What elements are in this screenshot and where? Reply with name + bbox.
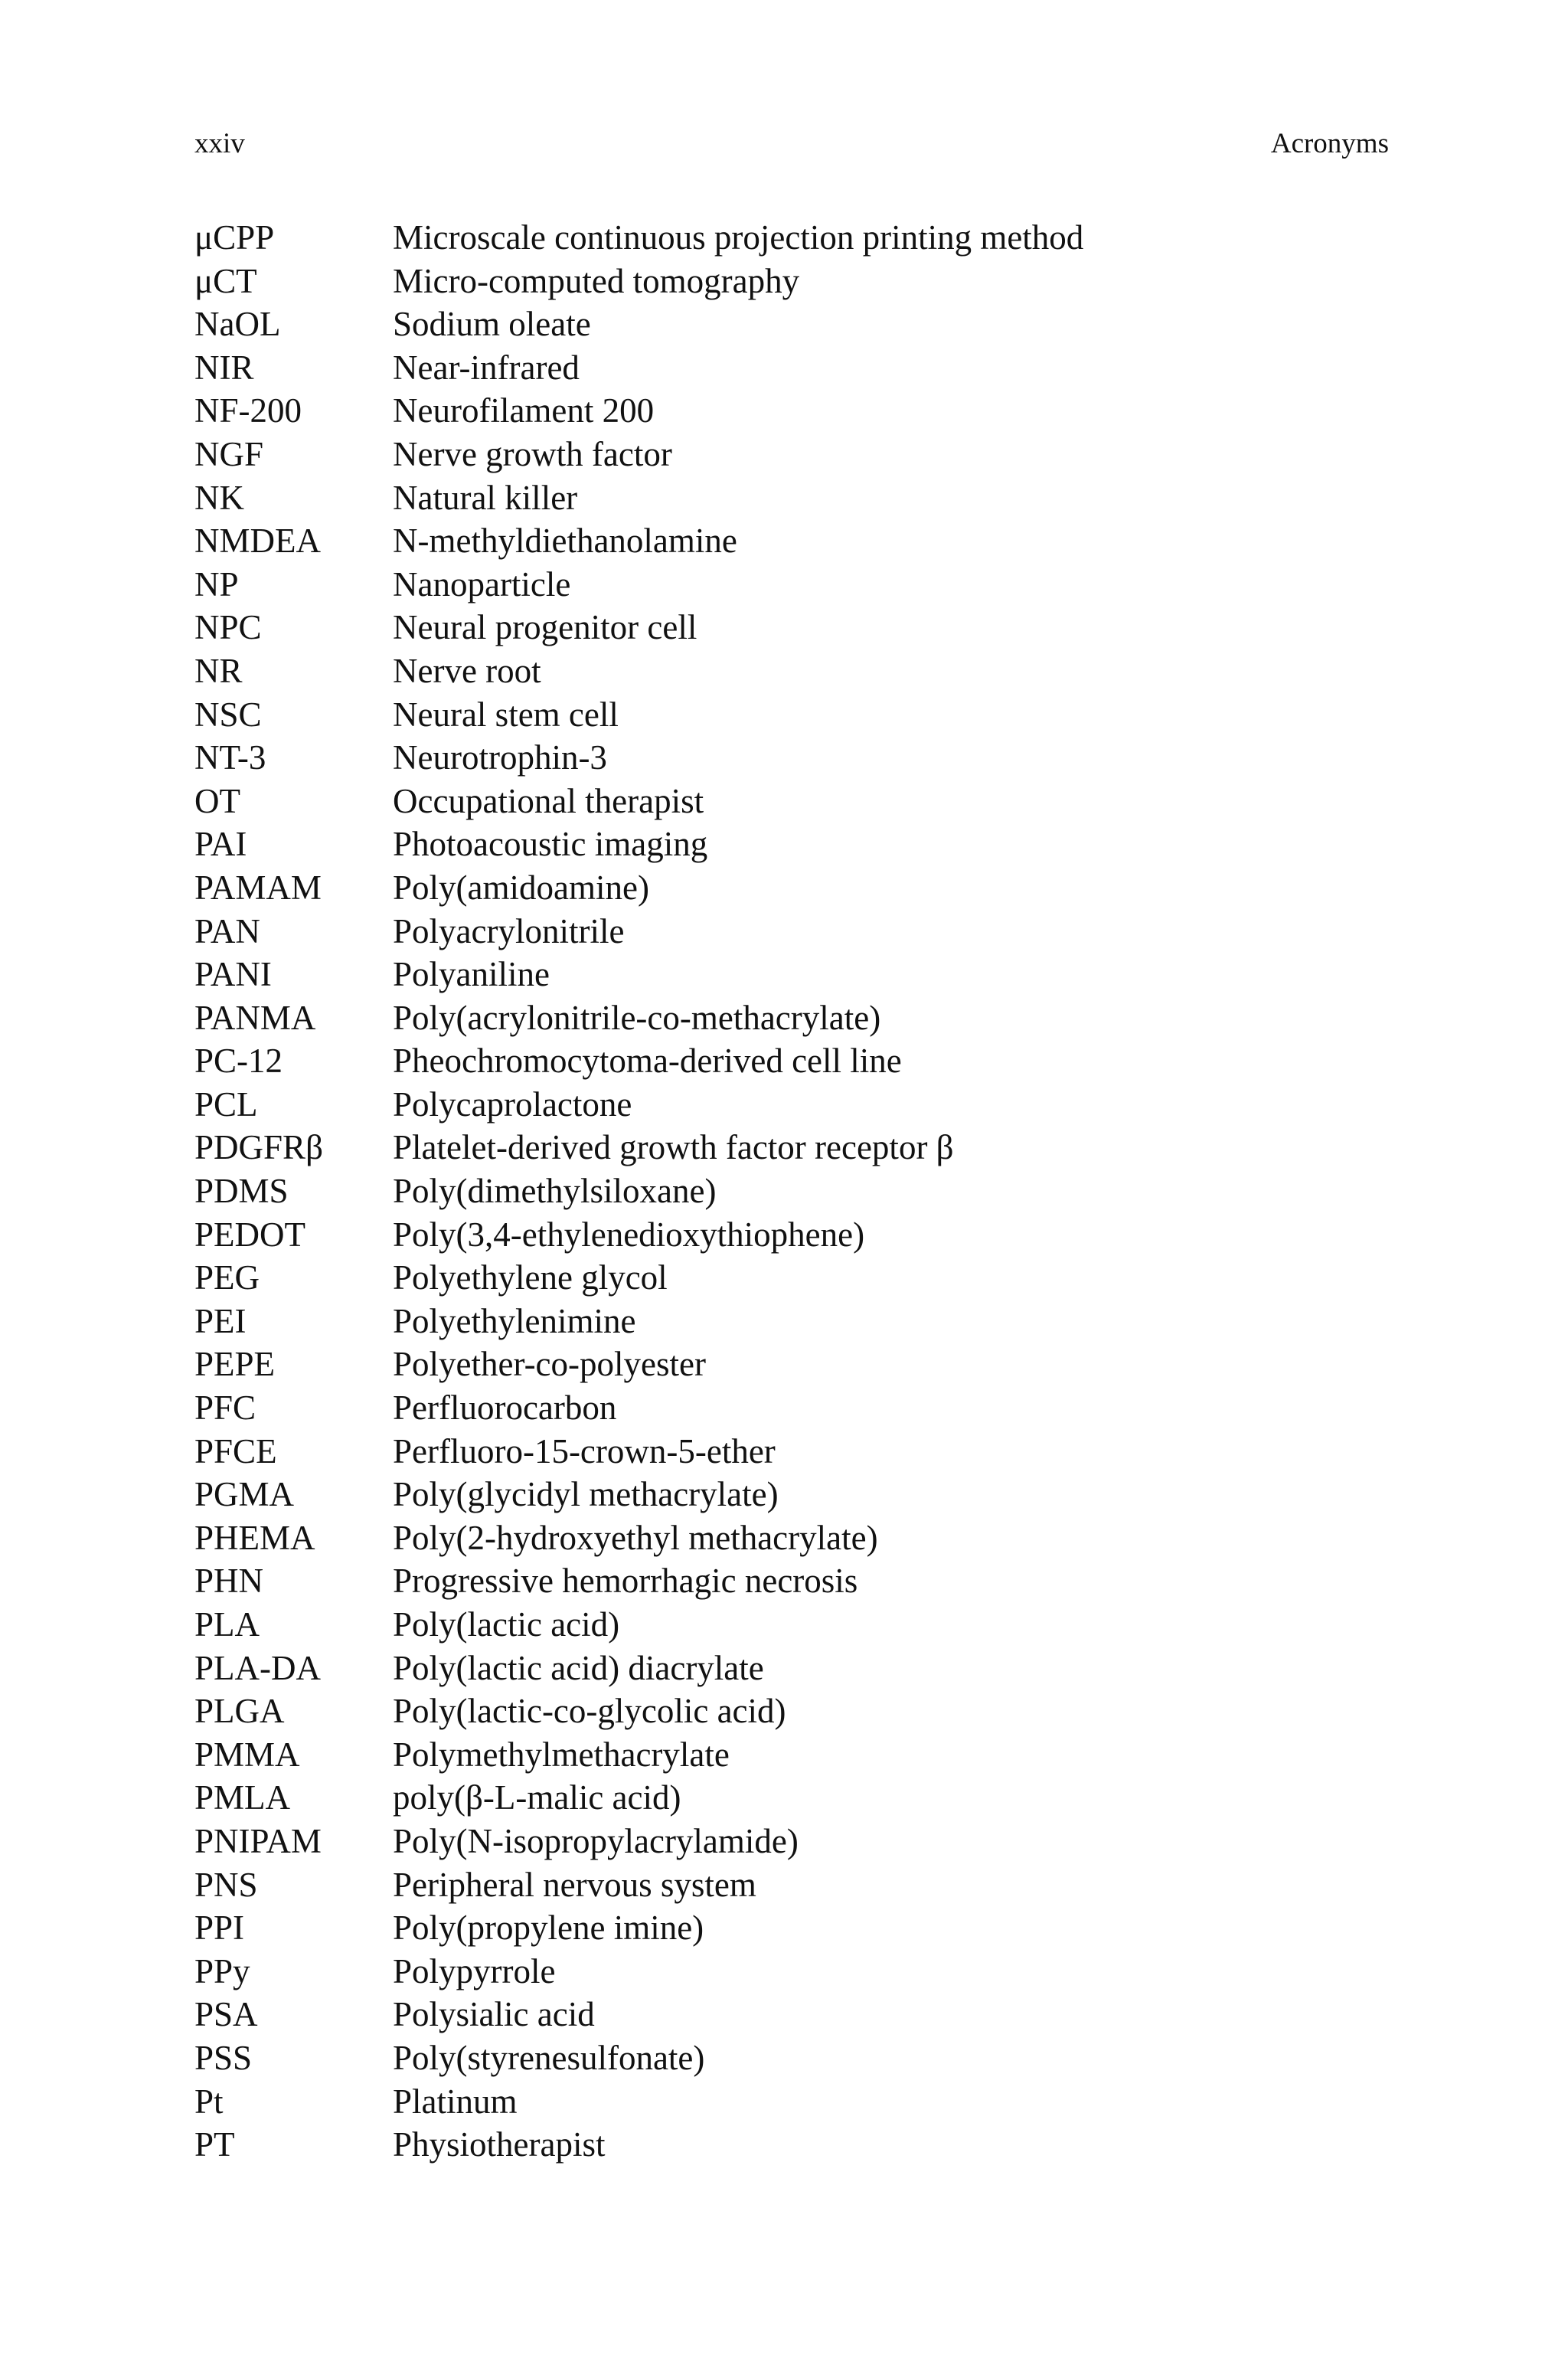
acronym-entry [194, 780, 1389, 823]
acronym-entry [194, 2123, 1389, 2167]
acronym-expansion: Platelet-derived growth factor receptor β [393, 1128, 954, 1167]
acronym-abbreviation: NP [194, 564, 239, 603]
acronym-abbreviation: PEG [194, 1258, 260, 1297]
acronym-expansion: poly(β-L-malic acid) [393, 1778, 681, 1817]
acronym-abbreviation: PFCE [194, 1431, 277, 1470]
acronym-expansion: Perfluorocarbon [393, 1389, 617, 1428]
acronym-expansion: Poly(propylene imine) [393, 1909, 704, 1948]
acronym-entry [194, 953, 1389, 996]
acronym-entry [194, 1126, 1389, 1169]
acronym-abbreviation: OT [194, 781, 240, 820]
acronym-abbreviation: PLGA [194, 1692, 285, 1731]
acronym-abbreviation: PDGFRβ [194, 1128, 323, 1167]
acronym-expansion: Occupational therapist [393, 781, 704, 820]
running-head [194, 123, 1389, 165]
acronym-expansion: Polysialic acid [393, 1995, 595, 2034]
acronym-abbreviation: NPC [194, 608, 262, 647]
acronym-expansion: Polyacrylonitrile [393, 911, 625, 950]
acronym-abbreviation: PLA [194, 1605, 260, 1644]
acronym-entry [194, 1733, 1389, 1777]
acronym-abbreviation: PEI [194, 1301, 247, 1340]
page-number: xxiv [194, 128, 245, 159]
acronym-abbreviation: PHN [194, 1562, 264, 1601]
acronym-expansion: Poly(lactic acid) diacrylate [393, 1648, 764, 1687]
acronym-abbreviation: PSA [194, 1995, 258, 2034]
acronym-abbreviation: PAMAM [194, 868, 322, 907]
acronym-expansion: Neural stem cell [393, 695, 619, 734]
acronym-abbreviation: NT-3 [194, 738, 266, 777]
acronym-expansion: Poly(amidoamine) [393, 868, 649, 907]
acronym-abbreviation: PANI [194, 955, 272, 994]
acronym-abbreviation: PFC [194, 1389, 256, 1428]
acronym-abbreviation: PCL [194, 1084, 258, 1124]
acronym-expansion: Poly(3,4-ethylenedioxythiophene) [393, 1215, 865, 1254]
acronym-abbreviation: NF-200 [194, 391, 302, 430]
acronym-entry [194, 1516, 1389, 1560]
acronym-abbreviation: PAN [194, 911, 260, 950]
acronym-abbreviation: NSC [194, 695, 262, 734]
acronym-entry [194, 823, 1389, 866]
acronym-abbreviation: NMDEA [194, 522, 321, 561]
acronym-entry [194, 866, 1389, 910]
acronym-entry [194, 1820, 1389, 1863]
acronym-expansion: Pheochromocytoma-derived cell line [393, 1042, 902, 1081]
acronym-entry [194, 1473, 1389, 1516]
acronym-entry [194, 2036, 1389, 2080]
acronym-abbreviation: PT [194, 2125, 235, 2164]
acronym-expansion: Neurofilament 200 [393, 391, 655, 430]
acronym-entry [194, 1776, 1389, 1820]
acronym-expansion: Polypyrrole [393, 1951, 556, 1990]
acronym-entry [194, 433, 1389, 476]
acronym-entry [194, 476, 1389, 520]
acronym-entry [194, 1689, 1389, 1733]
acronym-abbreviation: PGMA [194, 1475, 295, 1514]
acronym-expansion: Polycaprolactone [393, 1084, 632, 1124]
acronym-expansion: Poly(lactic acid) [393, 1605, 620, 1644]
acronym-abbreviation: NGF [194, 434, 264, 473]
acronym-abbreviation: NK [194, 478, 244, 517]
acronym-entry [194, 1430, 1389, 1474]
acronym-entry [194, 1343, 1389, 1386]
acronym-abbreviation: PNS [194, 1865, 258, 1904]
acronym-expansion: Nerve root [393, 651, 541, 690]
acronym-expansion: Poly(dimethylsiloxane) [393, 1172, 717, 1211]
acronym-expansion: N-methyldiethanolamine [393, 522, 737, 561]
acronym-entry [194, 1559, 1389, 1603]
acronym-expansion: Physiotherapist [393, 2125, 606, 2164]
acronym-entry [194, 996, 1389, 1040]
acronym-expansion: Poly(glycidyl methacrylate) [393, 1475, 779, 1514]
acronym-expansion: Sodium oleate [393, 305, 591, 344]
acronym-entry [194, 736, 1389, 780]
acronym-abbreviation: PAI [194, 825, 247, 864]
section-title: Acronyms [1270, 128, 1389, 159]
acronym-entry [194, 1906, 1389, 1950]
acronym-entry [194, 1993, 1389, 2036]
acronym-expansion: Poly(lactic-co-glycolic acid) [393, 1692, 786, 1731]
acronym-expansion: Neurotrophin-3 [393, 738, 607, 777]
acronym-entry [194, 260, 1389, 303]
acronym-expansion: Neural progenitor cell [393, 608, 697, 647]
acronym-entry [194, 910, 1389, 953]
acronym-abbreviation: PNIPAM [194, 1821, 322, 1860]
acronym-entry [194, 389, 1389, 433]
acronym-abbreviation: μCPP [194, 218, 275, 257]
acronym-entry [194, 346, 1389, 390]
acronym-expansion: Peripheral nervous system [393, 1865, 756, 1904]
acronym-abbreviation: NIR [194, 348, 254, 387]
acronym-expansion: Nerve growth factor [393, 434, 672, 473]
acronym-abbreviation: NR [194, 651, 243, 690]
acronym-abbreviation: PC-12 [194, 1042, 283, 1081]
acronym-entry [194, 2080, 1389, 2124]
acronym-expansion: Natural killer [393, 478, 578, 517]
acronym-entry [194, 1256, 1389, 1300]
acronym-abbreviation: PEPE [194, 1345, 276, 1384]
acronym-entry [194, 1039, 1389, 1083]
acronym-expansion: Poly(styrenesulfonate) [393, 2038, 705, 2077]
acronym-abbreviation: PMLA [194, 1778, 291, 1817]
acronym-expansion: Near-infrared [393, 348, 580, 387]
acronym-entry [194, 606, 1389, 649]
acronym-expansion: Progressive hemorrhagic necrosis [393, 1562, 858, 1601]
acronym-abbreviation: μCT [194, 261, 257, 300]
acronym-entry [194, 1083, 1389, 1127]
acronym-entry [194, 1647, 1389, 1690]
acronym-abbreviation: NaOL [194, 305, 281, 344]
acronym-expansion: Platinum [393, 2082, 518, 2121]
acronym-expansion: Poly(acrylonitrile-co-methacrylate) [393, 998, 881, 1037]
acronym-entry [194, 1603, 1389, 1647]
acronym-entry [194, 303, 1389, 346]
acronym-entry [194, 216, 1389, 260]
acronym-abbreviation: PMMA [194, 1735, 300, 1774]
acronym-expansion: Micro-computed tomography [393, 261, 800, 300]
acronym-expansion: Perfluoro-15-crown-5-ether [393, 1431, 776, 1470]
acronym-abbreviation: PPy [194, 1951, 250, 1990]
acronym-entry [194, 1213, 1389, 1257]
acronym-entry [194, 1300, 1389, 1343]
acronym-entry [194, 1950, 1389, 1994]
acronym-expansion: Microscale continuous projection printing method [393, 218, 1084, 257]
acronym-expansion: Photoacoustic imaging [393, 825, 708, 864]
acronym-abbreviation: PLA-DA [194, 1648, 321, 1687]
acronym-list [194, 216, 1389, 2167]
acronym-abbreviation: PPI [194, 1909, 245, 1948]
acronym-expansion: Poly(N-isopropylacrylamide) [393, 1821, 799, 1860]
acronym-expansion: Polyethylene glycol [393, 1258, 668, 1297]
acronym-abbreviation: Pt [194, 2082, 224, 2121]
acronym-abbreviation: PANMA [194, 998, 316, 1037]
acronym-expansion: Nanoparticle [393, 564, 571, 603]
acronym-entry [194, 563, 1389, 607]
acronym-abbreviation: PHEMA [194, 1518, 315, 1557]
acronym-abbreviation: PDMS [194, 1172, 289, 1211]
acronym-expansion: Polyaniline [393, 955, 550, 994]
acronym-expansion: Polymethylmethacrylate [393, 1735, 730, 1774]
acronym-entry [194, 693, 1389, 737]
acronym-abbreviation: PEDOT [194, 1215, 305, 1254]
acronym-entry [194, 1863, 1389, 1907]
acronym-expansion: Poly(2-hydroxyethyl methacrylate) [393, 1518, 878, 1557]
acronym-expansion: Polyether-co-polyester [393, 1345, 706, 1384]
acronym-entry [194, 1169, 1389, 1213]
acronym-entry [194, 649, 1389, 693]
acronym-entry [194, 519, 1389, 563]
acronym-entry [194, 1386, 1389, 1430]
acronym-expansion: Polyethylenimine [393, 1301, 636, 1340]
acronym-abbreviation: PSS [194, 2038, 253, 2077]
